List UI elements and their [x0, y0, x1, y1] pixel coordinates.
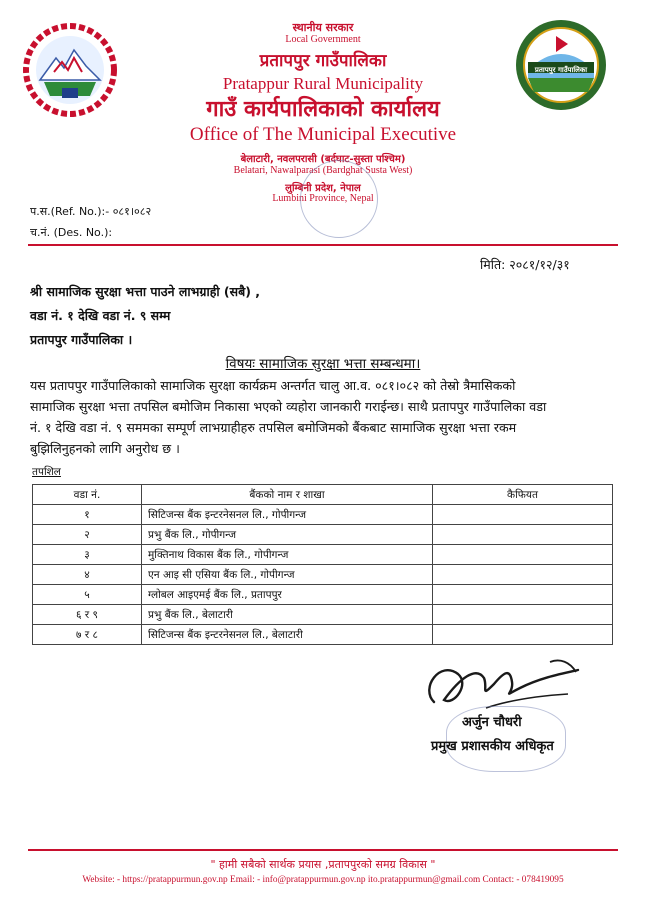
- footer-divider: [28, 849, 618, 851]
- date: [480, 256, 570, 273]
- bank-table: [32, 484, 613, 645]
- body-line-3: नं. १ देखि वडा नं. ९ सममका सम्पूर्ण लाभग्राहीहरु तपसिल बमोजिमको बैंकबाट सामाजिक सुरक्षा भत्ता रकम: [30, 420, 517, 435]
- office-en-title: Office of The Municipal Executive: [189, 124, 457, 145]
- province-en: Lumbini Province, Nepal: [272, 193, 374, 204]
- body-line-1: यस प्रतापपुर गाउँपालिकाको सामाजिक सुरक्षा कार्यक्रम अन्तर्गत चालु आ.व. ०८१।०८२ को तेस्रो त्रैमासिकको: [30, 378, 516, 393]
- bank-cell: मुक्तिनाथ विकास बैंक लि., गोपीगन्ज: [142, 545, 433, 565]
- bank-cell: प्रभु बैंक लि., गोपीगन्ज: [142, 525, 433, 545]
- municipality-en-title: Pratappur Rural Municipality: [222, 74, 424, 93]
- ward-cell: ५: [33, 585, 142, 605]
- remark-cell: [433, 545, 613, 565]
- bank-cell: सिटिजन्स बैंक इन्टरनेसनल लि., बेलाटारी: [142, 625, 433, 645]
- ward-cell: १: [33, 505, 142, 525]
- ward-cell: ४: [33, 565, 142, 585]
- table-row: [33, 585, 613, 605]
- footer-slogan: " हामी सबैको सार्थक प्रयास ,प्रतापपुरको समग्र विकास ": [210, 858, 436, 871]
- municipality-logo-icon: [514, 18, 608, 112]
- body-line-2: सामाजिक सुरक्षा भत्ता तपसिल बमोजिम निकासा भएको व्यहोरा जानकारी गराईन्छ। साथै प्रतापपुर गाउँपालिका वडा: [30, 399, 547, 414]
- address-en: Belatari, Nawalparasi (Bardghat Susta West): [233, 165, 413, 176]
- signatory-name: अर्जुन चौधरी: [462, 715, 522, 730]
- ward-cell: ३: [33, 545, 142, 565]
- ward-cell: ७ र ८: [33, 625, 142, 645]
- recipient-line-1: श्री सामाजिक सुरक्षा भत्ता पाउने लाभग्राही (सबै) ,: [30, 284, 261, 299]
- subject: विषयः सामाजिक सुरक्षा भत्ता सम्बन्धमा।: [225, 356, 421, 372]
- ward-header: वडा नं.: [33, 485, 142, 505]
- recipient-line-2: वडा नं. १ देखि वडा नं. ९ सम्म: [30, 308, 171, 323]
- bank-header: बैंकको नाम र शाखा: [142, 485, 433, 505]
- province-np: लुम्बिनी प्रदेश, नेपाल: [285, 183, 361, 194]
- tapsil-label: तपशिल: [32, 466, 61, 478]
- des-number: च.नं. (Des. No.):: [30, 226, 113, 239]
- table-row: [33, 525, 613, 545]
- office-np-title: गाउँ कार्यपालिकाको कार्यालय: [206, 97, 440, 122]
- remark-cell: [433, 565, 613, 585]
- remark-header: कैफियत: [433, 485, 613, 505]
- govt-np-label: स्थानीय सरकार: [292, 21, 354, 34]
- remark-cell: [433, 505, 613, 525]
- remark-cell: [433, 525, 613, 545]
- office-stamp: [300, 160, 378, 238]
- table-row: [33, 565, 613, 585]
- ref-label: प.स.(Ref. No.):-: [30, 205, 110, 218]
- ward-cell: २: [33, 525, 142, 545]
- signatory-title: प्रमुख प्रशासकीय अधिकृत: [431, 739, 554, 754]
- address-np: बेलाटारी, नवलपरासी (बर्दघाट-सुस्ता पश्चिम): [240, 154, 406, 165]
- logo-right-label: प्रतापपुर गाउँपालिका: [534, 66, 588, 74]
- date-label: मिति:: [480, 257, 506, 272]
- remark-cell: [433, 625, 613, 645]
- remark-cell: [433, 585, 613, 605]
- bank-cell: सिटिजन्स बैंक इन्टरनेसनल लि., गोपीगन्ज: [142, 505, 433, 525]
- header-divider: [28, 244, 618, 246]
- date-value: २०८१/१२/३१: [509, 257, 570, 272]
- remark-cell: [433, 605, 613, 625]
- body-line-4: बुझिलिनुहनको लागि अनुरोध छ ।: [30, 441, 180, 456]
- govt-en-label: Local Government: [285, 34, 361, 45]
- ward-cell: ६ र ९: [33, 605, 142, 625]
- table-row: [33, 605, 613, 625]
- municipality-np-title: प्रतापपुर गाउँपालिका: [259, 51, 387, 71]
- ref-number: [30, 204, 151, 219]
- bank-cell: ग्लोबल आइएमई बैंक लि., प्रतापपुर: [142, 585, 433, 605]
- bank-cell: एन आइ सी एसिया बैंक लि., गोपीगन्ज: [142, 565, 433, 585]
- bank-cell: प्रभु बैंक लि., बेलाटारी: [142, 605, 433, 625]
- table-row: [33, 505, 613, 525]
- recipient-line-3: प्रतापपुर गाउँपालिका ।: [30, 332, 133, 347]
- table-row: [33, 545, 613, 565]
- ref-value: ०८१।०८२: [112, 205, 152, 218]
- table-row: [33, 625, 613, 645]
- table-header-row: [33, 485, 613, 505]
- footer-contact: Website: - https://pratappurmun.gov.np Email: - info@pratappurmun.gov.np ito.pratappurmun@gmail.com Contact: - 078419095: [82, 875, 564, 885]
